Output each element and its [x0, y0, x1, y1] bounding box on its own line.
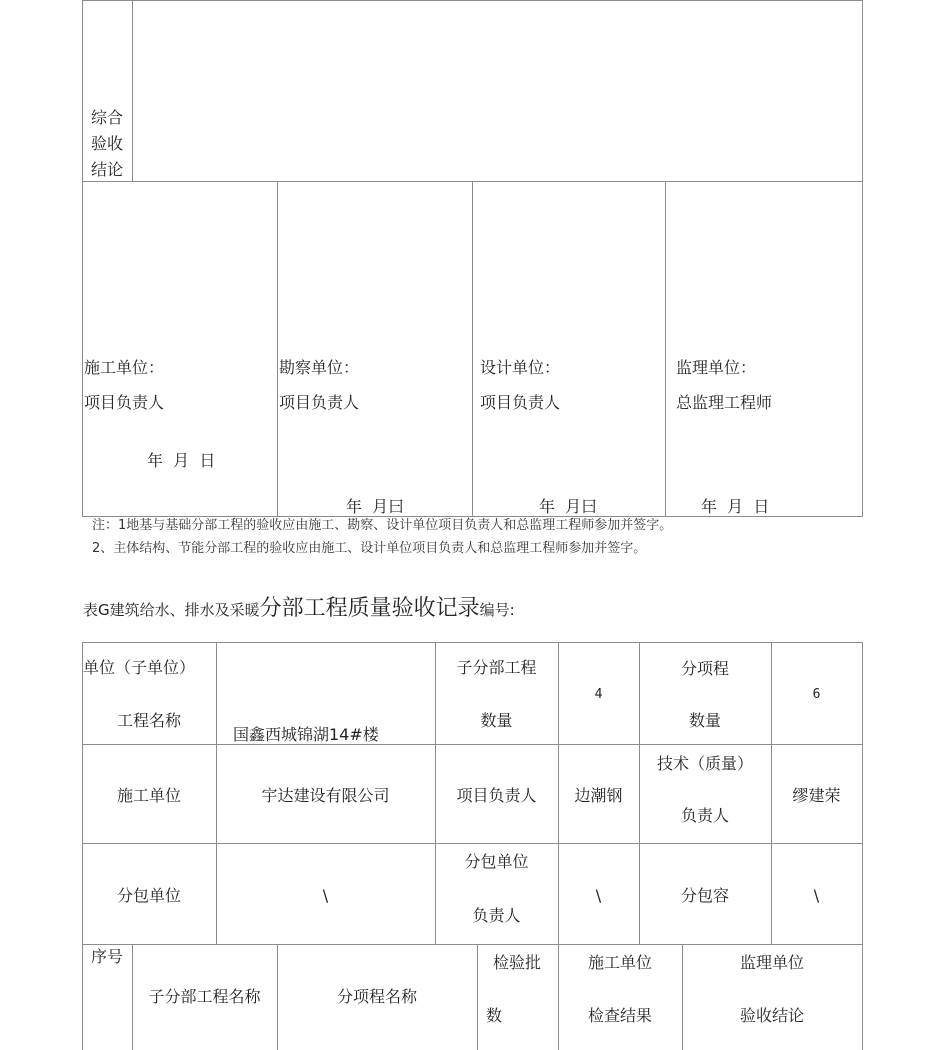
sub-content-value: \ [813, 886, 820, 905]
sig-supervision-unit: 监理单位： [676, 358, 757, 377]
subcontractor-value: \ [322, 886, 329, 905]
table-row3-bottom [82, 944, 863, 945]
sub-name-header: 子分部工程名称 [148, 987, 261, 1006]
form-title [83, 591, 515, 622]
sig-construction-unit: 施工单位： [84, 358, 165, 377]
sig-supervision-role: 总监理工程师 [676, 393, 773, 412]
item-count-label-1: 分项程 [680, 659, 729, 678]
item-name-header: 分项程名称 [336, 987, 417, 1006]
note-2: 2、主体结构、节能分部工程的验收应由施工、设计单位项目负责人和总监理工程师参加并签字。 [92, 541, 647, 556]
title-prefix: 表G建筑给水、排水及采暖 [83, 601, 260, 619]
sig-design-role: 项目负责人 [480, 393, 561, 412]
sig-survey-role: 项目负责人 [279, 393, 360, 412]
seq-header: 序号 [91, 947, 124, 966]
row4-col-c [477, 944, 478, 1050]
sig-supervision-date: 年 月 日 [701, 497, 770, 516]
title-suffix: 编号: [479, 601, 515, 619]
sig-design-date: 年 月曰 [539, 497, 598, 516]
batch-header-2: 数 [486, 1006, 503, 1025]
sub-manager-value: \ [595, 886, 602, 905]
sub-count-value: 4 [594, 687, 603, 702]
construction-unit-label: 施工单位 [116, 786, 181, 805]
project-name-value: 国鑫西城锦湖14#楼 [233, 725, 379, 744]
sig-survey-unit: 勘察单位： [279, 358, 360, 377]
tech-manager-value: 缪建荣 [792, 786, 841, 805]
item-count-label-2: 数量 [688, 711, 721, 730]
acceptance-header-2: 验收结论 [739, 1006, 804, 1025]
table-row2-bottom [82, 843, 863, 844]
conclusion-label-1: 综合 [91, 108, 124, 127]
sub-manager-label-1: 分包单位 [464, 852, 529, 871]
subcontractor-label: 分包单位 [116, 886, 181, 905]
project-manager-label: 项目负责人 [456, 786, 537, 805]
top-left-border [82, 0, 83, 517]
sub-count-label-1: 子分部工程 [456, 658, 537, 677]
project-manager-value: 边潮钢 [574, 786, 623, 805]
title-main: 分部工程质量验收记录 [259, 596, 480, 621]
project-name-label-2: 工程名称 [116, 711, 181, 730]
table-right-border [862, 642, 863, 1050]
sig-divider-3 [665, 182, 666, 517]
check-result-header-1: 施工单位 [587, 953, 652, 972]
conclusion-label-3: 结论 [91, 160, 124, 179]
top-border [82, 0, 863, 1]
sig-divider-1 [277, 182, 278, 517]
table-top-border [82, 642, 863, 643]
construction-company-value: 宇达建设有限公司 [261, 786, 390, 805]
sub-count-label-2: 数量 [480, 711, 513, 730]
sig-divider-2 [472, 182, 473, 517]
table-row1-bottom [82, 744, 863, 745]
batch-header-1: 检验批 [493, 953, 542, 972]
tech-manager-label-2: 负责人 [680, 806, 729, 825]
conclusion-label-2: 验收 [91, 134, 124, 153]
check-result-header-2: 检查结果 [587, 1006, 652, 1025]
sig-construction-date: 年 月 日 [147, 451, 216, 470]
top-right-border [862, 0, 863, 517]
sub-content-label: 分包容 [680, 886, 729, 905]
sig-design-unit: 设计单位： [480, 358, 561, 377]
project-name-label-1: 单位（子单位） [83, 658, 196, 677]
item-count-value: 6 [812, 687, 821, 702]
note-1: 注：1地基与基础分部工程的验收应由施工、勘察、设计单位项目负责人和总监理工程师参加并签字。 [92, 518, 673, 533]
sig-survey-date: 年 月曰 [346, 497, 405, 516]
sub-manager-label-2: 负责人 [472, 906, 521, 925]
sig-construction-role: 项目负责人 [84, 393, 165, 412]
table-left-border [82, 642, 83, 1050]
tech-manager-label-1: 技术（质量） [656, 754, 753, 773]
acceptance-header-1: 监理单位 [739, 953, 804, 972]
conclusion-divider [132, 0, 133, 182]
